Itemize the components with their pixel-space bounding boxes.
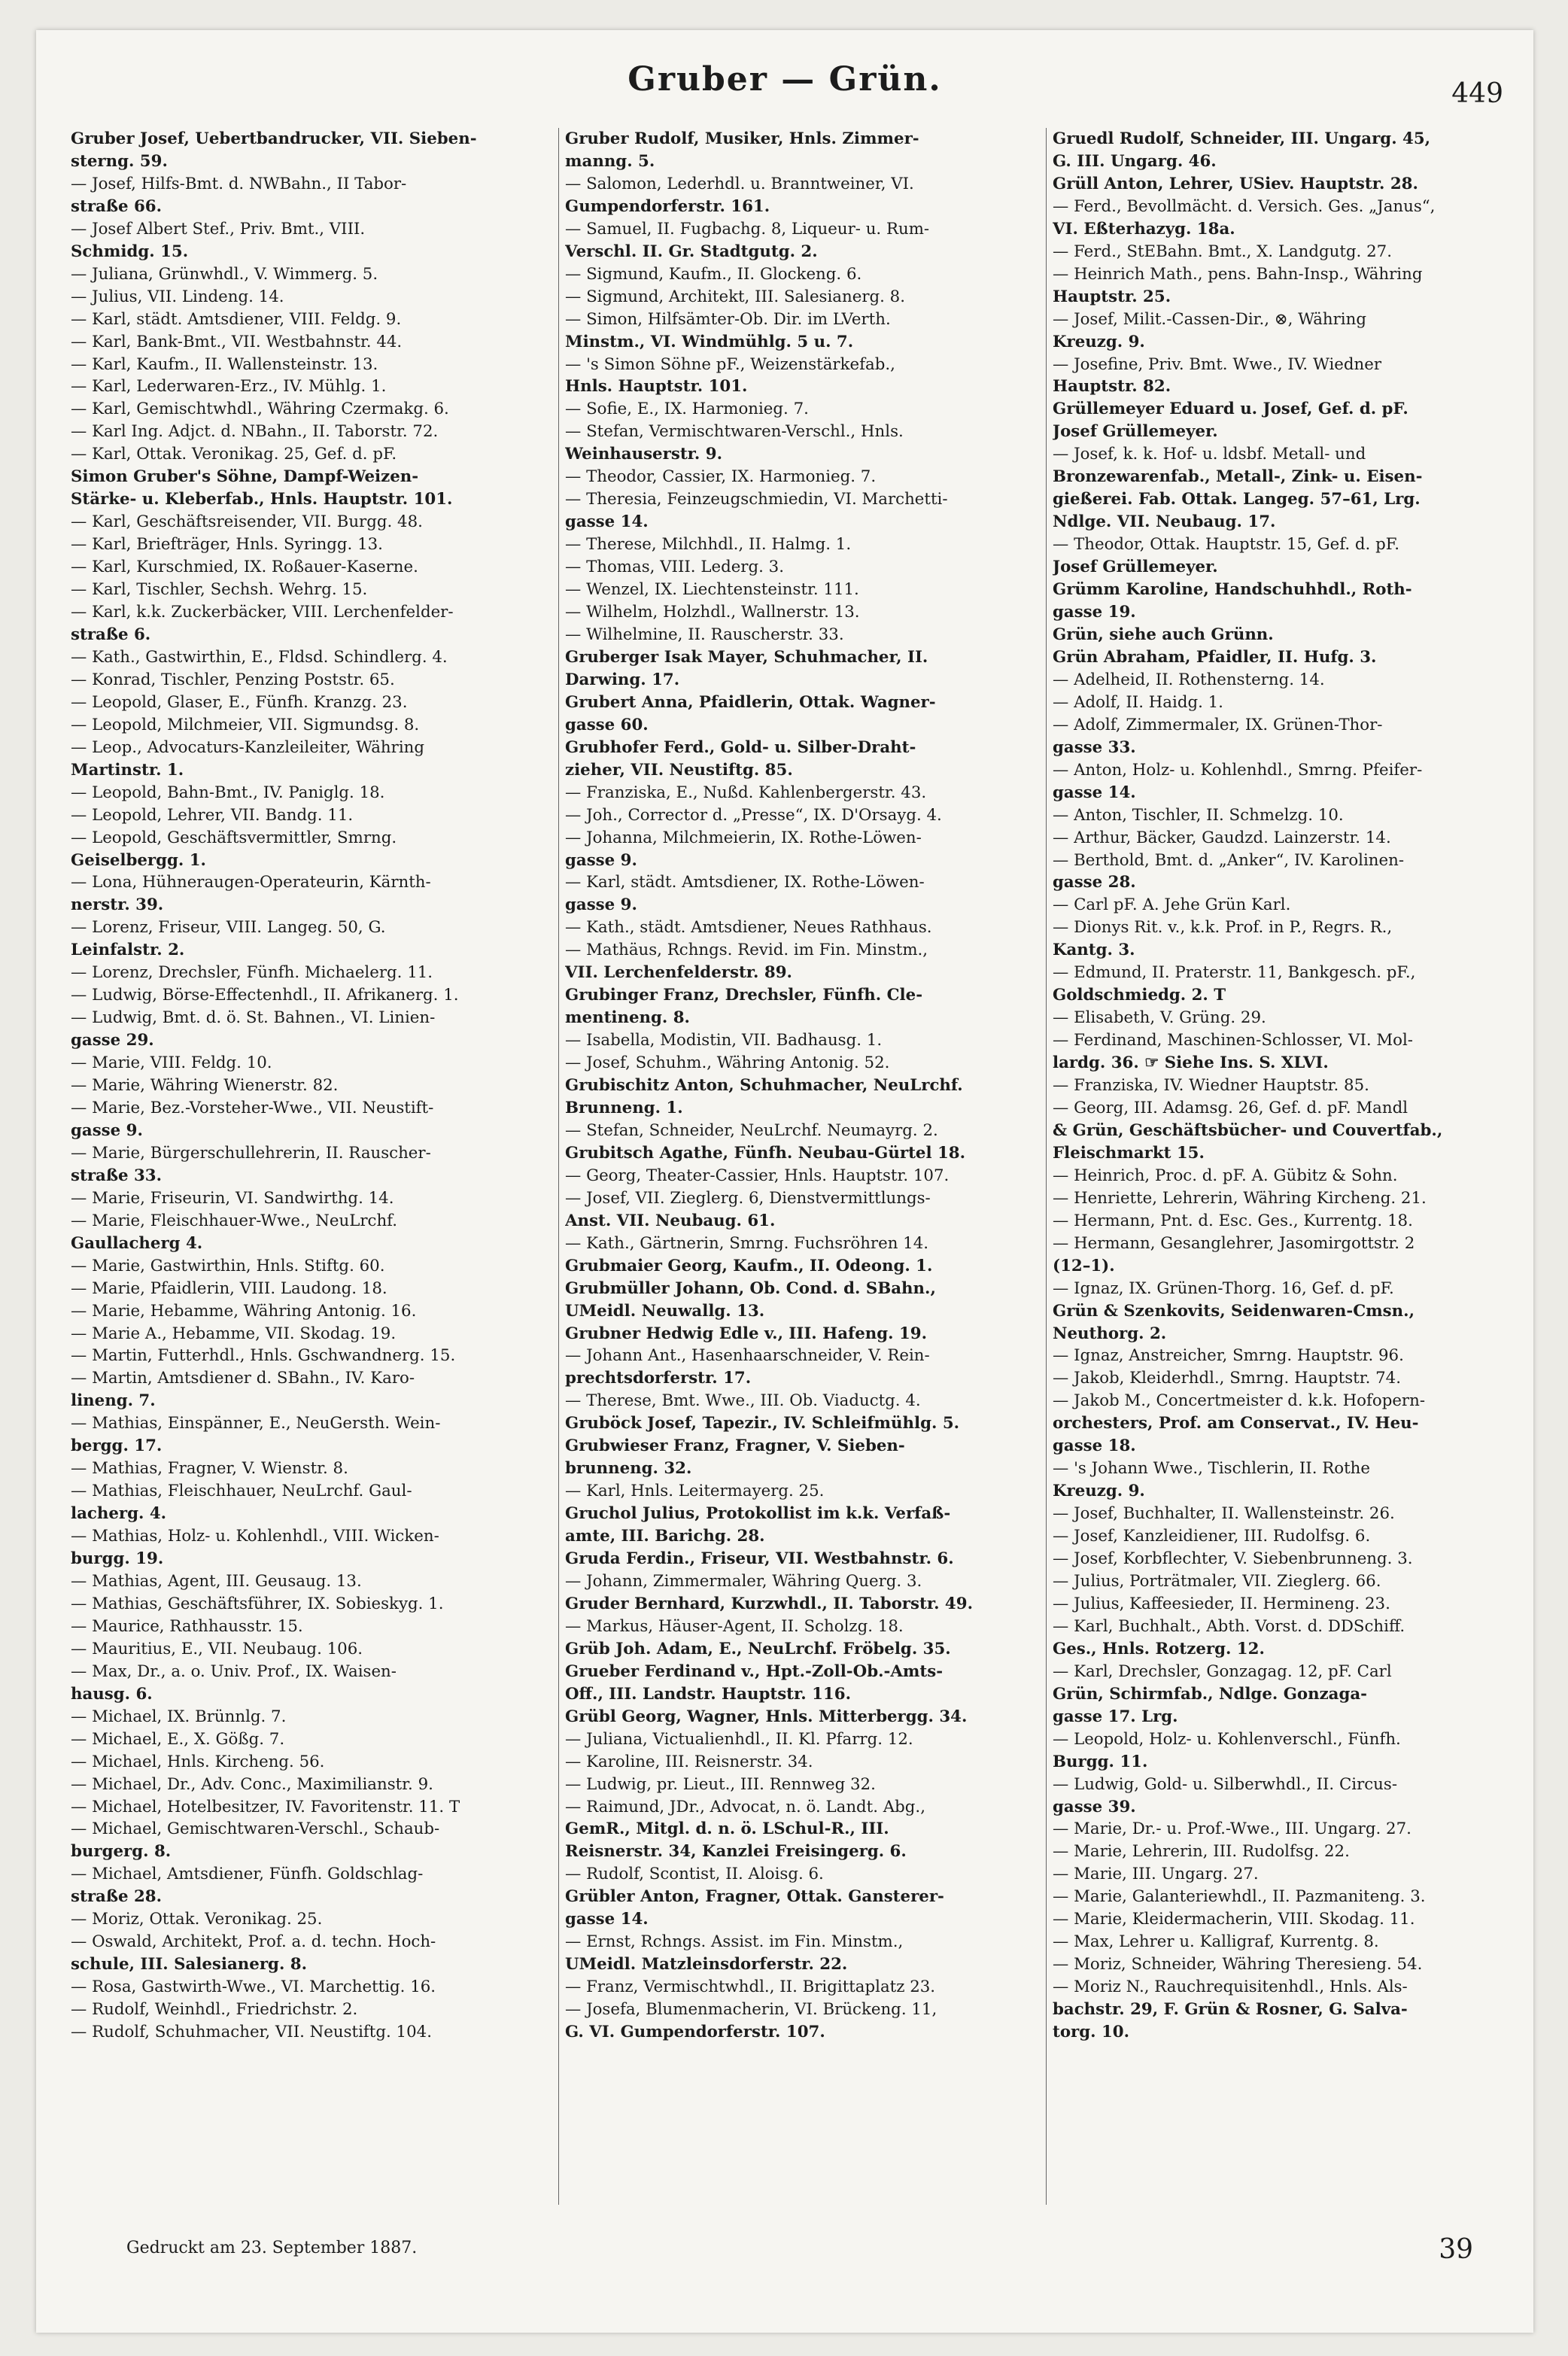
directory-entry-line: Gruda Ferdin., Friseur, VII. Westbahnstr. 6.: [565, 1549, 954, 1569]
directory-entry-line: — Ludwig, Gold- u. Silberwhdl., II. Circus-: [1053, 1774, 1398, 1794]
directory-entry-line: — Anton, Tischler, II. Schmelzg. 10.: [1053, 805, 1344, 825]
page-title: Gruber — Grün.: [628, 60, 942, 99]
directory-entry-line: — Leopold, Glaser, E., Fünfh. Kranzg. 23.: [71, 692, 408, 712]
directory-entry-line: lacherg. 4.: [71, 1504, 167, 1524]
directory-entry-line: Kreuzg. 9.: [1053, 332, 1145, 351]
directory-entry-line: — Rudolf, Weinhdl., Friedrichstr. 2.: [71, 2000, 358, 2020]
directory-entry-line: — Joh., Corrector d. „Presse“, IX. D'Orsayg. 4.: [565, 805, 942, 825]
directory-entry-line: — Ferd., StEBahn. Bmt., X. Landgutg. 27.: [1053, 242, 1392, 261]
directory-entry-line: — Marie, III. Ungarg. 27.: [1053, 1865, 1259, 1884]
directory-entry-line: — Josef, Hilfs-Bmt. d. NWBahn., II Tabor-: [71, 174, 407, 193]
directory-entry-line: — Ernst, Rchngs. Assist. im Fin. Minstm.,: [565, 1932, 904, 1952]
directory-entry-line: VII. Lerchenfelderstr. 89.: [565, 963, 792, 983]
directory-entry-line: burgerg. 8.: [71, 1842, 172, 1862]
directory-entry-line: — Josef, Korbflechter, V. Siebenbrunneng. 3.: [1053, 1549, 1413, 1569]
directory-entry-line: — Moriz N., Rauchrequisitenhdl., Hnls. Als-: [1053, 1978, 1408, 1997]
directory-entry-line: — Marie, Lehrerin, III. Rudolfsg. 22.: [1053, 1842, 1350, 1862]
directory-entry-line: — Georg, Theater-Cassier, Hnls. Hauptstr. 107.: [565, 1166, 950, 1185]
directory-entry-line: G. VI. Gumpendorferstr. 107.: [565, 2023, 825, 2042]
directory-entry-line: Gruböck Josef, Tapezir., IV. Schleifmühlg. 5.: [565, 1414, 960, 1433]
directory-entry-line: & Grün, Geschäftsbücher- und Couvertfab.,: [1053, 1120, 1443, 1140]
directory-entry-line: — Karl, Kurschmied, IX. Roßauer-Kaserne.: [71, 558, 418, 577]
directory-entry-line: Hauptstr. 25.: [1053, 287, 1171, 306]
directory-entry-line: — Ludwig, Börse-Effectenhdl., II. Afrikanerg. 1.: [71, 986, 459, 1005]
print-date-note: Gedruckt am 23. September 1887.: [126, 2239, 418, 2257]
directory-entry-line: — Carl pF. A. Jehe Grün Karl.: [1053, 895, 1291, 915]
directory-entry-line: — Adolf, Zimmermaler, IX. Grünen-Thor-: [1053, 715, 1383, 734]
directory-entry-line: gasse 14.: [1053, 783, 1136, 802]
directory-entry-line: — Rudolf, Schuhmacher, VII. Neustiftg. 104.: [71, 2023, 432, 2042]
directory-entry-line: — Marie, Kleidermacherin, VIII. Skodag. 11.: [1053, 1910, 1415, 1929]
directory-entry-line: — Josef, Milit.-Cassen-Dir., ⊗, Währing: [1053, 309, 1366, 329]
directory-entry-line: — Isabella, Modistin, VII. Badhausg. 1.: [565, 1031, 883, 1050]
directory-entry-line: — Konrad, Tischler, Penzing Poststr. 65.: [71, 670, 395, 689]
directory-entry-line: — Raimund, JDr., Advocat, n. ö. Landt. Abg.,: [565, 1797, 925, 1816]
directory-entry-line: Grüb Joh. Adam, E., NeuLrchf. Fröbelg. 35.: [565, 1639, 951, 1658]
directory-entry-line: Burgg. 11.: [1053, 1752, 1148, 1771]
directory-entry-line: — Rosa, Gastwirth-Wwe., VI. Marchettig. 16.: [71, 1978, 436, 1997]
directory-entry-line: — Wilhelmine, II. Rauscherstr. 33.: [565, 625, 844, 644]
directory-entry-line: GemR., Mitgl. d. n. ö. LSchul-R., III.: [565, 1819, 889, 1839]
directory-entry-line: — Josefa, Blumenmacherin, VI. Brückeng. 11,: [565, 2000, 937, 2020]
directory-entry-line: — Stefan, Schneider, NeuLrchf. Neumayrg. 2.: [565, 1120, 938, 1140]
directory-entry-line: — Josef, Buchhalter, II. Wallensteinstr. 26.: [1053, 1504, 1395, 1524]
directory-entry-line: — Mathäus, Rchngs. Revid. im Fin. Minstm.,: [565, 941, 928, 960]
directory-entry-line: — Ludwig, pr. Lieut., III. Rennweg 32.: [565, 1774, 876, 1794]
directory-entry-line: Gruber Rudolf, Musiker, Hnls. Zimmer-: [565, 129, 919, 148]
directory-columns: [71, 128, 1508, 2205]
directory-entry-line: — Karl, Gemischtwhdl., Währing Czermakg. 6.: [71, 400, 449, 419]
directory-entry-line: — Heinrich Math., pens. Bahn-Insp., Währing: [1053, 264, 1423, 284]
directory-entry-line: — Karl, städt. Amtsdiener, IX. Rothe-Löwen-: [565, 873, 925, 892]
directory-entry-line: Grubhofer Ferd., Gold- u. Silber-Draht-: [565, 737, 916, 757]
directory-entry-line: Schmidg. 15.: [71, 242, 189, 261]
directory-entry-line: Bronzewarenfab., Metall-, Zink- u. Eisen-: [1053, 467, 1423, 487]
directory-entry-line: — Marie, Hebamme, Währing Antonig. 16.: [71, 1301, 417, 1321]
directory-entry-line: — Ignaz, Anstreicher, Smrng. Hauptstr. 96.: [1053, 1346, 1404, 1366]
directory-entry-line: brunneng. 32.: [565, 1459, 692, 1479]
directory-entry-line: — Hermann, Pnt. d. Esc. Ges., Kurrentg. 18.: [1053, 1211, 1413, 1230]
directory-entry-line: — Josef, k. k. Hof- u. ldsbf. Metall- und: [1053, 445, 1366, 464]
directory-entry-line: — Leop., Advocaturs-Kanzleileiter, Währing: [71, 737, 424, 757]
directory-entry-line: gasse 39.: [1053, 1797, 1136, 1816]
directory-entry-line: — Leopold, Lehrer, VII. Bandg. 11.: [71, 805, 354, 825]
directory-entry-line: — Mathias, Geschäftsführer, IX. Sobieskyg. 1.: [71, 1594, 444, 1613]
directory-entry-line: Gumpendorferstr. 161.: [565, 196, 770, 216]
directory-entry-line: — Max, Lehrer u. Kalligraf, Kurrentg. 8.: [1053, 1932, 1379, 1952]
directory-entry-line: Kantg. 3.: [1053, 941, 1135, 960]
directory-entry-line: — Ludwig, Bmt. d. ö. St. Bahnen., VI. Linien-: [71, 1008, 436, 1028]
directory-entry-line: — Mathias, Agent, III. Geusaug. 13.: [71, 1572, 362, 1591]
directory-entry-line: Grubmaier Georg, Kaufm., II. Odeong. 1.: [565, 1256, 933, 1275]
directory-entry-line: Neuthorg. 2.: [1053, 1324, 1167, 1343]
directory-entry-line: — Max, Dr., a. o. Univ. Prof., IX. Waisen-: [71, 1661, 397, 1681]
directory-entry-line: — Adolf, II. Haidg. 1.: [1053, 692, 1223, 712]
directory-entry-line: straße 33.: [71, 1166, 163, 1185]
directory-entry-line: — Karl, Lederwaren-Erz., IV. Mühlg. 1.: [71, 377, 387, 397]
directory-entry-line: zieher, VII. Neustiftg. 85.: [565, 760, 793, 780]
directory-entry-line: schule, III. Salesianerg. 8.: [71, 1955, 308, 1974]
directory-entry-line: — Leopold, Holz- u. Kohlenverschl., Fünfh.: [1053, 1729, 1401, 1749]
directory-entry-line: gasse 14.: [565, 1910, 649, 1929]
directory-entry-line: Grüll Anton, Lehrer, USiev. Hauptstr. 28.: [1053, 174, 1418, 193]
directory-entry-line: — Theodor, Cassier, IX. Harmonieg. 7.: [565, 467, 877, 487]
directory-entry-line: — Markus, Häuser-Agent, II. Scholzg. 18.: [565, 1616, 904, 1636]
directory-entry-line: — Josef Albert Stef., Priv. Bmt., VIII.: [71, 219, 366, 239]
directory-entry-line: Stärke- u. Kleberfab., Hnls. Hauptstr. 101.: [71, 490, 453, 509]
directory-entry-line: Grün Abraham, Pfaidler, II. Hufg. 3.: [1053, 647, 1377, 667]
directory-entry-line: — Johann, Zimmermaler, Währing Querg. 3.: [565, 1572, 922, 1591]
directory-entry-line: — Franziska, E., Nußd. Kahlenbergerstr. 43.: [565, 783, 927, 802]
directory-entry-line: — Lona, Hühneraugen-Operateurin, Kärnth-: [71, 873, 431, 892]
directory-entry-line: — Michael, Hotelbesitzer, IV. Favoritenstr. 11. T: [71, 1797, 460, 1816]
directory-entry-line: — Samuel, II. Fugbachg. 8, Liqueur- u. Rum-: [565, 219, 930, 239]
directory-entry-line: Grübl Georg, Wagner, Hnls. Mitterbergg. 34.: [565, 1707, 968, 1726]
directory-entry-line: — Mauritius, E., VII. Neubaug. 106.: [71, 1639, 363, 1658]
directory-entry-line: Gruber Josef, Uebertbandrucker, VII. Sieben-: [71, 129, 477, 148]
directory-entry-line: Weinhauserstr. 9.: [565, 445, 722, 464]
directory-entry-line: — Sigmund, Architekt, III. Salesianerg. 8.: [565, 287, 905, 306]
directory-entry-line: — Anton, Holz- u. Kohlenhdl., Smrng. Pfeifer-: [1053, 760, 1423, 780]
directory-entry-line: — Leopold, Geschäftsvermittler, Smrng.: [71, 828, 397, 847]
directory-entry-line: Grümm Karoline, Handschuhhdl., Roth-: [1053, 580, 1412, 600]
directory-entry-line: gasse 9.: [565, 895, 637, 915]
directory-entry-line: Josef Grüllemeyer.: [1053, 558, 1218, 577]
directory-column-1: [71, 128, 533, 2205]
directory-entry-line: — Marie, Fleischhauer-Wwe., NeuLrchf.: [71, 1211, 398, 1230]
directory-entry-line: — Dionys Rit. v., k.k. Prof. in P., Regrs. R.,: [1053, 918, 1393, 938]
page-number: 449: [1451, 78, 1503, 109]
directory-entry-line: — Johanna, Milchmeierin, IX. Rothe-Löwen-: [565, 828, 922, 847]
directory-entry-line: — Ferdinand, Maschinen-Schlosser, VI. Mol-: [1053, 1031, 1414, 1050]
directory-entry-line: — Julius, VII. Lindeng. 14.: [71, 287, 284, 306]
directory-entry-line: — Sigmund, Kaufm., II. Glockeng. 6.: [565, 264, 862, 284]
directory-entry-line: — Jakob M., Concertmeister d. k.k. Hofopern-: [1053, 1391, 1426, 1411]
directory-entry-line: — Sofie, E., IX. Harmonieg. 7.: [565, 400, 809, 419]
directory-entry-line: — Adelheid, II. Rothensterng. 14.: [1053, 670, 1325, 689]
directory-entry-line: Anst. VII. Neubaug. 61.: [565, 1211, 776, 1230]
directory-entry-line: Grubmüller Johann, Ob. Cond. d. SBahn.,: [565, 1278, 936, 1298]
directory-entry-line: — Karl, Briefträger, Hnls. Syringg. 13.: [71, 535, 383, 555]
directory-entry-line: straße 6.: [71, 625, 151, 644]
directory-entry-line: bachstr. 29, F. Grün & Rosner, G. Salva-: [1053, 2000, 1408, 2020]
directory-column-2: [558, 128, 1021, 2205]
directory-entry-line: — Kath., Gastwirthin, E., Fldsd. Schindlerg. 4.: [71, 647, 448, 667]
directory-entry-line: — Marie, Währing Wienerstr. 82.: [71, 1076, 339, 1096]
directory-entry-line: Grün & Szenkovits, Seidenwaren-Cmsn.,: [1053, 1301, 1415, 1321]
directory-entry-line: — Karoline, III. Reisnerstr. 34.: [565, 1752, 813, 1771]
sheet-number: 39: [1439, 2234, 1473, 2265]
directory-entry-line: — Michael, Gemischtwaren-Verschl., Schaub-: [71, 1819, 440, 1839]
directory-entry-line: Grubinger Franz, Drechsler, Fünfh. Cle-: [565, 986, 923, 1005]
directory-entry-line: — Michael, E., X. Gößg. 7.: [71, 1729, 285, 1749]
directory-entry-line: sterng. 59.: [71, 151, 168, 171]
directory-entry-line: — Martin, Futterhdl., Hnls. Gschwandnerg. 15.: [71, 1346, 456, 1366]
directory-entry-line: UMeidl. Matzleinsdorferstr. 22.: [565, 1955, 848, 1974]
directory-entry-line: — Karl, Geschäftsreisender, VII. Burgg. 48.: [71, 512, 423, 532]
directory-entry-line: gasse 9.: [71, 1120, 143, 1140]
directory-entry-line: — Karl, Kaufm., II. Wallensteinstr. 13.: [71, 354, 378, 374]
directory-column-3: [1046, 128, 1509, 2205]
directory-entry-line: — Johann Ant., Hasenhaarschneider, V. Rein-: [565, 1346, 930, 1366]
directory-entry-line: Grüllemeyer Eduard u. Josef, Gef. d. pF.: [1053, 400, 1408, 419]
directory-entry-line: — Marie, VIII. Feldg. 10.: [71, 1053, 272, 1073]
directory-entry-line: prechtsdorferstr. 17.: [565, 1369, 752, 1388]
directory-entry-line: — Heinrich, Proc. d. pF. A. Gübitz & Sohn.: [1053, 1166, 1398, 1185]
directory-entry-line: gasse 19.: [1053, 603, 1136, 622]
directory-entry-line: Grübler Anton, Fragner, Ottak. Gansterer-: [565, 1887, 944, 1907]
directory-entry-line: Grün, Schirmfab., Ndlge. Gonzaga-: [1053, 1684, 1367, 1704]
directory-entry-line: — Salomon, Lederhdl. u. Branntweiner, VI.: [565, 174, 914, 193]
directory-entry-line: manng. 5.: [565, 151, 655, 171]
directory-entry-line: — Leopold, Milchmeier, VII. Sigmundsg. 8.: [71, 715, 420, 734]
directory-entry-line: Grubischitz Anton, Schuhmacher, NeuLrchf.: [565, 1076, 963, 1096]
directory-entry-line: gasse 28.: [1053, 873, 1136, 892]
directory-entry-line: — Mathias, Fleischhauer, NeuLrchf. Gaul-: [71, 1482, 412, 1501]
directory-entry-line: — Marie, Pfaidlerin, VIII. Laudong. 18.: [71, 1278, 387, 1298]
directory-entry-line: Kreuzg. 9.: [1053, 1482, 1145, 1501]
directory-entry-line: — Jakob, Kleiderhdl., Smrng. Hauptstr. 74.: [1053, 1369, 1401, 1388]
directory-entry-line: orchesters, Prof. am Conservat., IV. Heu-: [1053, 1414, 1419, 1433]
directory-entry-line: gasse 9.: [565, 850, 637, 870]
directory-entry-line: Gruder Bernhard, Kurzwhdl., II. Taborstr. 49.: [565, 1594, 973, 1613]
directory-entry-line: Reisnerstr. 34, Kanzlei Freisingerg. 6.: [565, 1842, 907, 1862]
directory-entry-line: Darwing. 17.: [565, 670, 680, 689]
directory-entry-line: — Michael, IX. Brünnlg. 7.: [71, 1707, 287, 1726]
directory-entry-line: — Therese, Milchhdl., II. Halmg. 1.: [565, 535, 852, 555]
directory-entry-line: — Arthur, Bäcker, Gaudzd. Lainzerstr. 14.: [1053, 828, 1391, 847]
directory-entry-line: — Mathias, Einspänner, E., NeuGersth. Wein-: [71, 1414, 441, 1433]
directory-entry-line: Geiselbergg. 1.: [71, 850, 206, 870]
directory-entry-line: — Lorenz, Drechsler, Fünfh. Michaelerg. 11.: [71, 963, 433, 983]
directory-entry-line: — Rudolf, Scontist, II. Aloisg. 6.: [565, 1865, 824, 1884]
directory-entry-line: — Georg, III. Adamsg. 26, Gef. d. pF. Mandl: [1053, 1098, 1408, 1117]
directory-entry-line: gasse 29.: [71, 1031, 154, 1050]
directory-entry-line: — Edmund, II. Praterstr. 11, Bankgesch. pF.,: [1053, 963, 1416, 983]
directory-entry-line: Gruedl Rudolf, Schneider, III. Ungarg. 45,: [1053, 129, 1431, 148]
directory-entry-line: — Marie, Bez.-Vorsteher-Wwe., VII. Neustift-: [71, 1098, 434, 1117]
directory-entry-line: Martinstr. 1.: [71, 760, 184, 780]
directory-entry-line: — Theodor, Ottak. Hauptstr. 15, Gef. d. pF.: [1053, 535, 1399, 555]
directory-entry-line: Brunneng. 1.: [565, 1098, 683, 1117]
directory-entry-line: — Karl, Ottak. Veronikag. 25, Gef. d. pF.: [71, 445, 397, 464]
directory-entry-line: — Juliana, Victualienhdl., II. Kl. Pfarrg. 12.: [565, 1729, 913, 1749]
directory-entry-line: — Leopold, Bahn-Bmt., IV. Paniglg. 18.: [71, 783, 385, 802]
directory-entry-line: UMeidl. Neuwallg. 13.: [565, 1301, 765, 1321]
directory-entry-line: — Karl, Hnls. Leitermayerg. 25.: [565, 1482, 825, 1501]
directory-entry-line: — Simon, Hilfsämter-Ob. Dir. im LVerth.: [565, 309, 891, 329]
directory-entry-line: — Lorenz, Friseur, VIII. Langeg. 50, G.: [71, 918, 386, 938]
directory-entry-line: — Kath., städt. Amtsdiener, Neues Rathhaus.: [565, 918, 932, 938]
directory-entry-line: Verschl. II. Gr. Stadtgutg. 2.: [565, 242, 818, 261]
directory-entry-line: — Henriette, Lehrerin, Währing Kircheng. 21.: [1053, 1188, 1427, 1208]
directory-entry-line: gasse 33.: [1053, 737, 1136, 757]
directory-entry-line: straße 66.: [71, 196, 163, 216]
directory-entry-line: VI. Eßterhazyg. 18a.: [1053, 219, 1235, 239]
directory-entry-line: — Josefine, Priv. Bmt. Wwe., IV. Wiedner: [1053, 354, 1382, 374]
directory-entry-line: mentineng. 8.: [565, 1008, 690, 1028]
directory-entry-line: lineng. 7.: [71, 1391, 156, 1411]
directory-entry-line: (12–1).: [1053, 1256, 1115, 1275]
directory-entry-line: — Karl, Drechsler, Gonzagag. 12, pF. Carl: [1053, 1661, 1392, 1681]
directory-entry-line: — Julius, Porträtmaler, VII. Zieglerg. 66.: [1053, 1572, 1381, 1591]
directory-entry-line: gasse 14.: [565, 512, 649, 532]
directory-entry-line: — Josef, VII. Zieglerg. 6, Dienstvermittlungs-: [565, 1188, 931, 1208]
directory-entry-line: — Thomas, VIII. Lederg. 3.: [565, 558, 784, 577]
directory-entry-line: hausg. 6.: [71, 1684, 153, 1704]
directory-entry-line: Simon Gruber's Söhne, Dampf-Weizen-: [71, 467, 419, 487]
directory-entry-line: burgg. 19.: [71, 1549, 164, 1569]
directory-entry-line: nerstr. 39.: [71, 895, 164, 915]
directory-entry-line: — Marie, Friseurin, VI. Sandwirthg. 14.: [71, 1188, 394, 1208]
directory-entry-line: — Michael, Hnls. Kircheng. 56.: [71, 1752, 325, 1771]
directory-entry-line: — Hermann, Gesanglehrer, Jasomirgottstr. 2: [1053, 1233, 1415, 1253]
directory-entry-line: — Wilhelm, Holzhdl., Wallnerstr. 13.: [565, 603, 860, 622]
directory-entry-line: Grubitsch Agathe, Fünfh. Neubau-Gürtel 18.: [565, 1143, 966, 1163]
directory-entry-line: Ges., Hnls. Rotzerg. 12.: [1053, 1639, 1265, 1658]
directory-entry-line: Grueber Ferdinand v., Hpt.-Zoll-Ob.-Amts-: [565, 1661, 944, 1681]
directory-entry-line: — Kath., Gärtnerin, Smrng. Fuchsröhren 14.: [565, 1233, 929, 1253]
directory-entry-line: — Marie, Gastwirthin, Hnls. Stiftg. 60.: [71, 1256, 385, 1275]
directory-entry-line: — Karl, Tischler, Sechsh. Wehrg. 15.: [71, 580, 368, 600]
directory-entry-line: Off., III. Landstr. Hauptstr. 116.: [565, 1684, 851, 1704]
directory-entry-line: — Julius, Kaffeesieder, II. Hermineng. 23.: [1053, 1594, 1390, 1613]
directory-entry-line: — Josef, Kanzleidiener, III. Rudolfsg. 6.: [1053, 1527, 1371, 1546]
directory-entry-line: Leinfalstr. 2.: [71, 941, 185, 960]
directory-entry-line: — Moriz, Schneider, Währing Theresieng. 54.: [1053, 1955, 1423, 1974]
directory-entry-line: Goldschmiedg. 2. T: [1053, 986, 1226, 1005]
directory-entry-line: Gruberger Isak Mayer, Schuhmacher, II.: [565, 647, 928, 667]
directory-entry-line: — Karl, städt. Amtsdiener, VIII. Feldg. 9.: [71, 309, 402, 329]
directory-entry-line: Minstm., VI. Windmühlg. 5 u. 7.: [565, 332, 854, 351]
directory-entry-line: — Marie A., Hebamme, VII. Skodag. 19.: [71, 1324, 397, 1343]
directory-entry-line: Ndlge. VII. Neubaug. 17.: [1053, 512, 1276, 532]
directory-entry-line: — Ferd., Bevollmächt. d. Versich. Ges. „Janus“,: [1053, 196, 1436, 216]
directory-entry-line: — Franziska, IV. Wiedner Hauptstr. 85.: [1053, 1076, 1369, 1096]
directory-entry-line: — Ignaz, IX. Grünen-Thorg. 16, Gef. d. pF.: [1053, 1278, 1394, 1298]
directory-entry-line: lardg. 36. ☞ Siehe Ins. S. XLVI.: [1053, 1053, 1329, 1073]
directory-entry-line: Grubner Hedwig Edle v., III. Hafeng. 19.: [565, 1324, 927, 1343]
directory-entry-line: Hnls. Hauptstr. 101.: [565, 377, 748, 397]
directory-entry-line: — Michael, Dr., Adv. Conc., Maximilianstr. 9.: [71, 1774, 433, 1794]
directory-entry-line: — Karl, Buchhalt., Abth. Vorst. d. DDSchiff.: [1053, 1616, 1405, 1636]
directory-entry-line: — 's Johann Wwe., Tischlerin, II. Rothe: [1053, 1459, 1370, 1479]
directory-entry-line: — Karl, k.k. Zuckerbäcker, VIII. Lerchenfelder-: [71, 603, 454, 622]
directory-entry-line: — Mathias, Fragner, V. Wienstr. 8.: [71, 1459, 348, 1479]
directory-entry-line: — Martin, Amtsdiener d. SBahn., IV. Karo-: [71, 1369, 415, 1388]
directory-entry-line: gasse 60.: [565, 715, 649, 734]
directory-entry-line: torg. 10.: [1053, 2023, 1130, 2042]
directory-entry-line: Grün, siehe auch Grünn.: [1053, 625, 1274, 644]
directory-entry-line: Hauptstr. 82.: [1053, 377, 1171, 397]
directory-entry-line: bergg. 17.: [71, 1436, 163, 1456]
directory-entry-line: gasse 18.: [1053, 1436, 1136, 1456]
directory-entry-line: gießerei. Fab. Ottak. Langeg. 57–61, Lrg.: [1053, 490, 1421, 509]
directory-entry-line: — Karl Ing. Adjct. d. NBahn., II. Taborstr. 72.: [71, 422, 439, 442]
directory-entry-line: — Marie, Bürgerschullehrerin, II. Rauscher-: [71, 1143, 431, 1163]
directory-entry-line: — Berthold, Bmt. d. „Anker“, IV. Karolinen-: [1053, 850, 1405, 870]
directory-entry-line: Josef Grüllemeyer.: [1053, 422, 1218, 442]
directory-entry-line: — Josef, Schuhm., Währing Antonig. 52.: [565, 1053, 890, 1073]
directory-entry-line: — Marie, Galanteriewhdl., II. Pazmaniteng. 3.: [1053, 1887, 1426, 1907]
directory-page: [36, 30, 1533, 2333]
directory-entry-line: — Maurice, Rathhausstr. 15.: [71, 1616, 303, 1636]
directory-entry-line: — Franz, Vermischtwhdl., II. Brigittaplatz 23.: [565, 1978, 936, 1997]
directory-entry-line: straße 28.: [71, 1887, 163, 1907]
directory-entry-line: Gruchol Julius, Protokollist im k.k. Verfaß-: [565, 1504, 951, 1524]
directory-entry-line: — Karl, Bank-Bmt., VII. Westbahnstr. 44.: [71, 332, 403, 351]
directory-entry-line: gasse 17. Lrg.: [1053, 1707, 1178, 1726]
directory-entry-line: Grubert Anna, Pfaidlerin, Ottak. Wagner-: [565, 692, 936, 712]
directory-entry-line: Fleischmarkt 15.: [1053, 1143, 1205, 1163]
directory-entry-line: — Oswald, Architekt, Prof. a. d. techn. Hoch-: [71, 1932, 436, 1952]
directory-entry-line: — Stefan, Vermischtwaren-Verschl., Hnls.: [565, 422, 904, 442]
directory-entry-line: — Moriz, Ottak. Veronikag. 25.: [71, 1910, 323, 1929]
directory-entry-line: amte, III. Barichg. 28.: [565, 1527, 765, 1546]
directory-entry-line: — Mathias, Holz- u. Kohlenhdl., VIII. Wicken-: [71, 1527, 439, 1546]
directory-entry-line: — Wenzel, IX. Liechtensteinstr. 111.: [565, 580, 859, 600]
directory-entry-line: — Theresia, Feinzeugschmiedin, VI. Marchetti-: [565, 490, 948, 509]
directory-entry-line: — Marie, Dr.- u. Prof.-Wwe., III. Ungarg. 27.: [1053, 1819, 1412, 1839]
directory-entry-line: — Michael, Amtsdiener, Fünfh. Goldschlag-: [71, 1865, 424, 1884]
directory-entry-line: Gaullacherg 4.: [71, 1233, 203, 1253]
directory-entry-line: Grubwieser Franz, Fragner, V. Sieben-: [565, 1436, 905, 1456]
directory-entry-line: — 's Simon Söhne pF., Weizenstärkefab.,: [565, 354, 895, 374]
directory-entry-line: — Elisabeth, V. Grüng. 29.: [1053, 1008, 1266, 1028]
directory-entry-line: G. III. Ungarg. 46.: [1053, 151, 1217, 171]
directory-entry-line: — Therese, Bmt. Wwe., III. Ob. Viaductg. 4.: [565, 1391, 921, 1411]
directory-entry-line: — Juliana, Grünwhdl., V. Wimmerg. 5.: [71, 264, 378, 284]
